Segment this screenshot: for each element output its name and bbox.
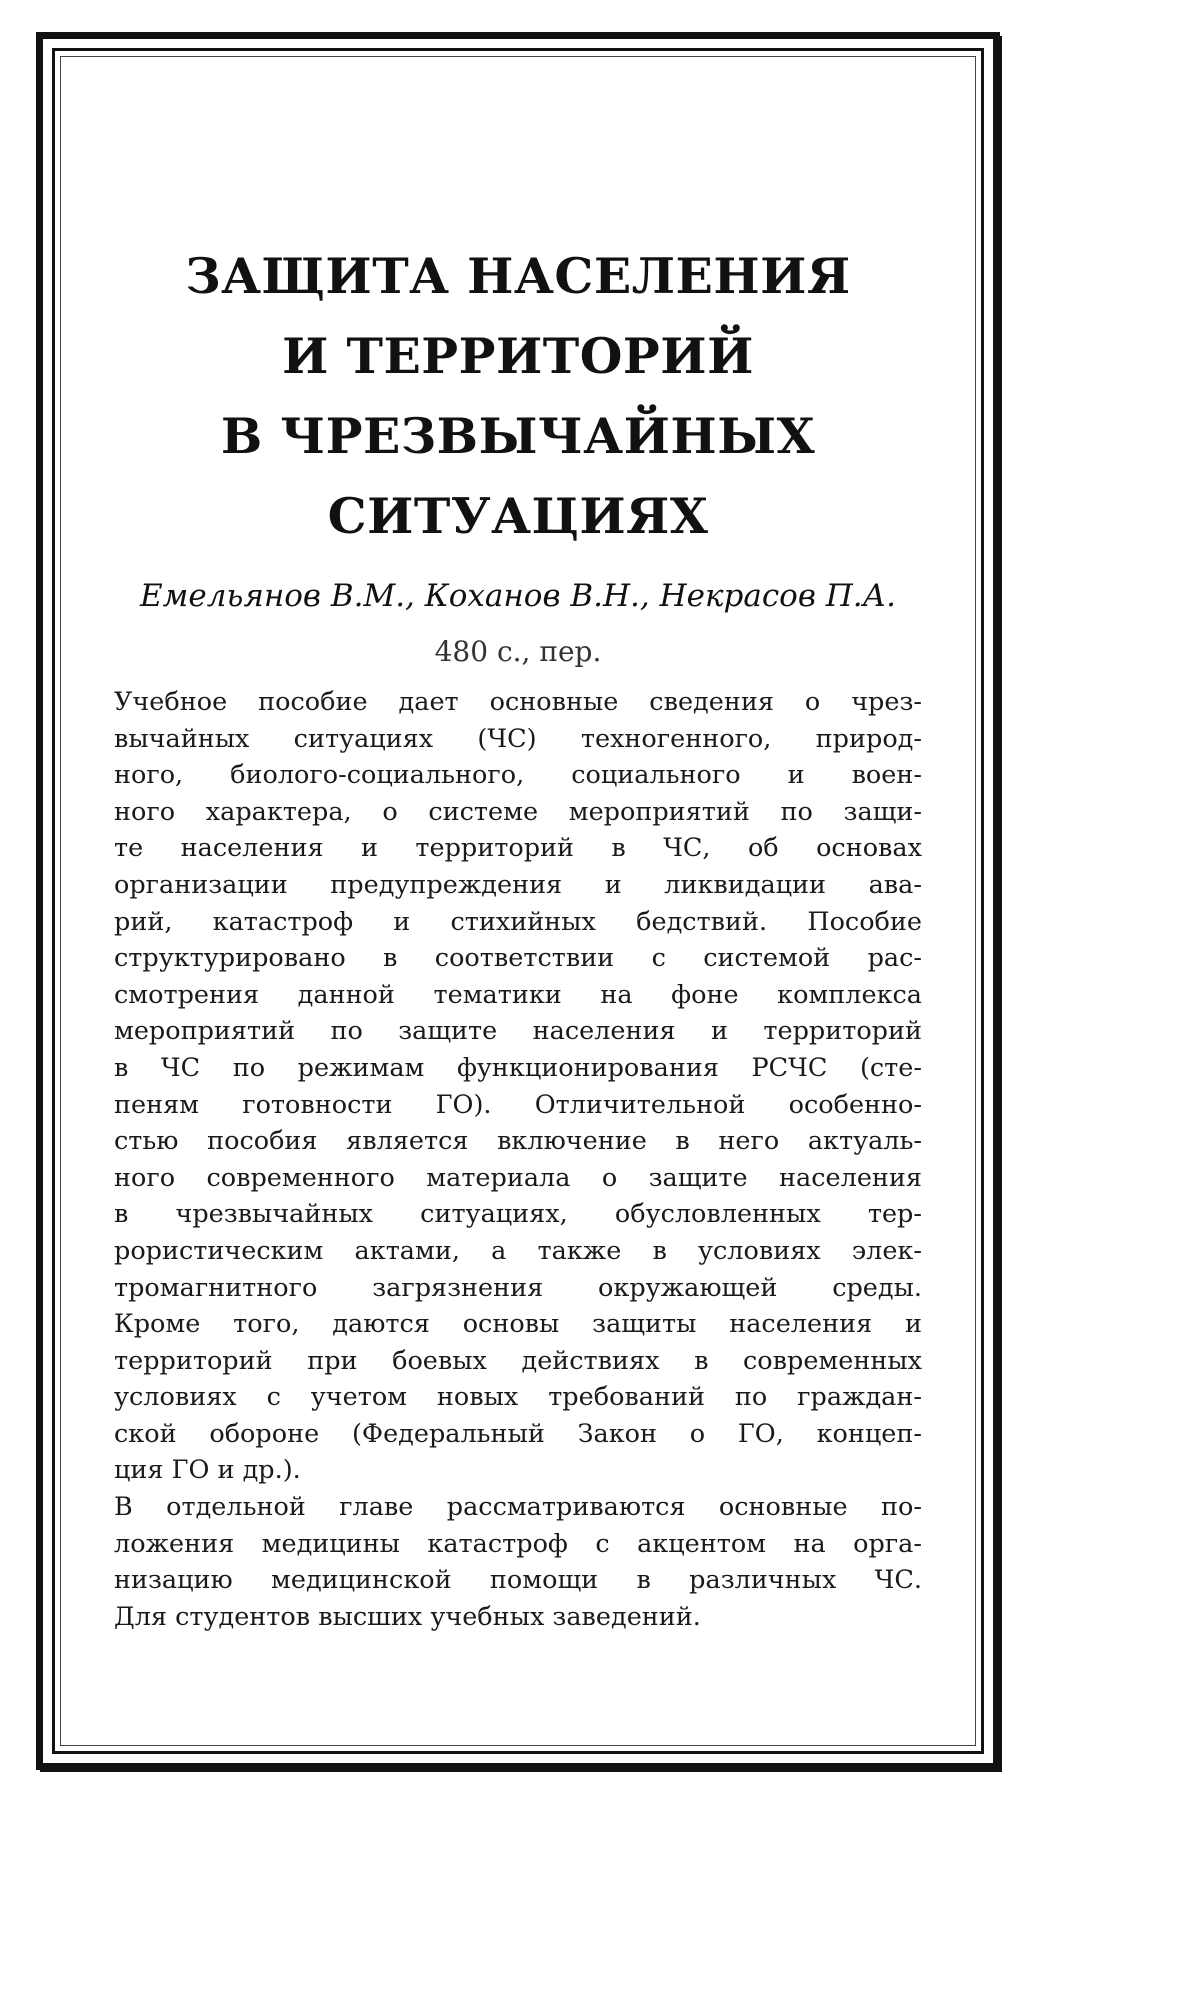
border-shadow-bottom <box>40 1766 1002 1772</box>
title-line-2: И ТЕРРИТОРИЙ <box>282 327 754 385</box>
description-line: условиях с учетом новых требований по граждан- <box>114 1382 922 1413</box>
title-line-1: ЗАЩИТА НАСЕЛЕНИЯ <box>185 247 851 305</box>
description-line: ного характера, о системе мероприятий по защи- <box>114 796 922 827</box>
description-line: вычайных ситуациях (ЧС) техногенного, природ- <box>114 723 922 754</box>
description-line: мероприятий по защите населения и территорий <box>114 1016 922 1047</box>
description-line: стью пособия является включение в него актуаль- <box>114 1126 922 1157</box>
description-line: ложения медицины катастроф с акцентом на орга- <box>114 1528 922 1559</box>
description <box>114 684 922 1635</box>
border-shadow-right <box>996 36 1002 1772</box>
description-line: смотрения данной тематики на фоне комплекса <box>114 979 922 1010</box>
description-line: в ЧС по режимам функционирования РСЧС (сте- <box>114 1052 922 1083</box>
description-line: рористическим актами, а также в условиях элек- <box>114 1235 922 1266</box>
authors: Емельянов В.М., Коханов В.Н., Некрасов П.А. <box>140 578 896 614</box>
description-line: Учебное пособие дает основные сведения о чрез- <box>114 687 922 717</box>
book-title <box>60 236 976 556</box>
description-line: территорий при боевых действиях в современных <box>114 1345 922 1376</box>
description-line: ного современного материала о защите населения <box>114 1162 922 1193</box>
description-line: ция ГО и др.). <box>114 1455 301 1486</box>
description-line: ного, биолого-социального, социального и воен- <box>114 760 922 791</box>
title-line-3: В ЧРЕЗВЫЧАЙНЫХ <box>220 407 816 465</box>
description-line: Для студентов высших учебных заведений. <box>114 1601 701 1632</box>
description-line: рий, катастроф и стихийных бедствий. Пособие <box>114 906 922 937</box>
description-line: структурировано в соответствии с системой рас- <box>114 943 922 974</box>
description-line: в чрезвычайных ситуациях, обусловленных тер- <box>114 1199 922 1230</box>
description-line: Кроме того, даются основы защиты населения и <box>114 1309 922 1340</box>
description-line: низацию медицинской помощи в различных ЧС. <box>114 1565 922 1596</box>
description-line: В отдельной главе рассматриваются основные по- <box>114 1492 922 1523</box>
description-line: тромагнитного загрязнения окружающей среды. <box>114 1272 922 1303</box>
title-line-4: СИТУАЦИЯХ <box>327 487 709 545</box>
description-line: ской обороне (Федеральный Закон о ГО, концеп- <box>114 1418 922 1449</box>
description-line: организации предупреждения и ликвидации ава- <box>114 869 922 900</box>
page-count: 480 с., пер. <box>434 635 602 668</box>
description-line: те населения и территорий в ЧС, об основах <box>114 833 922 864</box>
description-line: пеням готовности ГО). Отличительной особенно- <box>114 1089 922 1120</box>
